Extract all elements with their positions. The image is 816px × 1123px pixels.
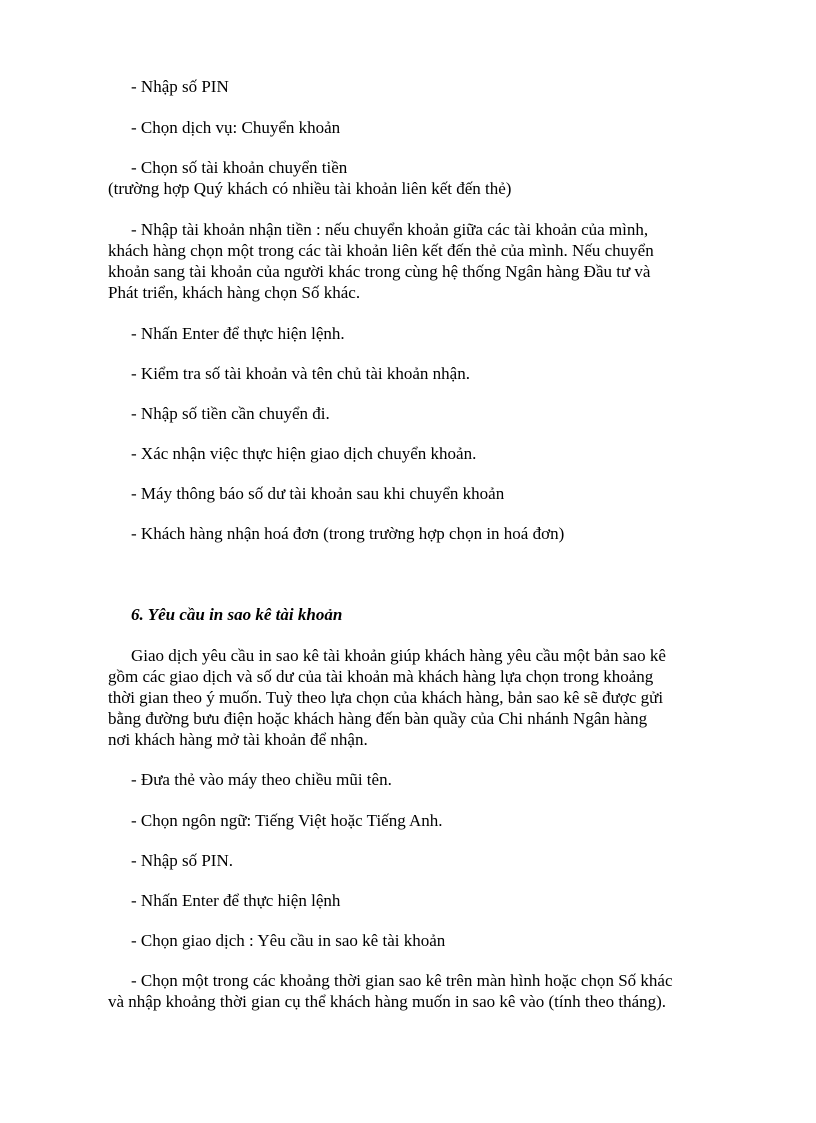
step-enter-amount: - Nhập số tiền cần chuyển đi. <box>131 404 330 423</box>
step-enter-pin: - Nhập số PIN <box>131 77 229 96</box>
step-choose-source-account: - Chọn số tài khoản chuyển tiền <box>131 158 348 177</box>
step-balance-notice: - Máy thông báo số dư tài khoản sau khi chuyển khoản <box>131 484 505 503</box>
step-press-enter: - Nhấn Enter để thực hiện lệnh. <box>131 324 345 343</box>
step-choose-language: - Chọn ngôn ngữ: Tiếng Việt hoặc Tiếng Anh. <box>131 811 443 830</box>
section-intro-line3: thời gian theo ý muốn. Tuỳ theo lựa chọn của khách hàng, bản sao kê sẽ được gửi <box>108 688 664 707</box>
section-intro-line2: gồm các giao dịch và số dư của tài khoản mà khách hàng lựa chọn trong khoảng <box>108 667 654 686</box>
step-enter-receiving-account-line2: khách hàng chọn một trong các tài khoản liên kết đến thẻ của mình. Nếu chuyển <box>108 241 654 260</box>
step-check-account-name: - Kiểm tra số tài khoản và tên chủ tài khoản nhận. <box>131 364 470 383</box>
step-insert-card: - Đưa thẻ vào máy theo chiều mũi tên. <box>131 770 392 789</box>
step-choose-transaction: - Chọn giao dịch : Yêu cầu in sao kê tài khoản <box>131 931 446 950</box>
step-choose-transfer-service: - Chọn dịch vụ: Chuyển khoản <box>131 118 341 137</box>
step-press-enter-2: - Nhấn Enter để thực hiện lệnh <box>131 891 341 910</box>
step-enter-receiving-account-line3: khoản sang tài khoản của người khác trong cùng hệ thống Ngân hàng Đầu tư và <box>108 262 651 281</box>
step-choose-source-account-note: (trường hợp Quý khách có nhiều tài khoản liên kết đến thẻ) <box>108 179 512 198</box>
step-enter-receiving-account-line4: Phát triển, khách hàng chọn Số khác. <box>108 283 361 302</box>
section-intro-line5: nơi khách hàng mở tài khoản để nhận. <box>108 730 368 749</box>
step-confirm-transfer: - Xác nhận việc thực hiện giao dịch chuyển khoản. <box>131 444 477 463</box>
step-choose-period-line2: và nhập khoảng thời gian cụ thể khách hàng muốn in sao kê vào (tính theo tháng). <box>108 992 667 1011</box>
section-heading: 6. Yêu cầu in sao kê tài khoản <box>131 605 343 624</box>
step-receive-receipt: - Khách hàng nhận hoá đơn (trong trường hợp chọn in hoá đơn) <box>131 524 565 543</box>
section-intro-line4: bằng đường bưu điện hoặc khách hàng đến bàn quầy của Chi nhánh Ngân hàng <box>108 709 648 728</box>
step-enter-receiving-account-line1: - Nhập tài khoản nhận tiền : nếu chuyển khoản giữa các tài khoản của mình, <box>131 220 649 239</box>
step-enter-pin-2: - Nhập số PIN. <box>131 851 233 870</box>
section-intro-line1: Giao dịch yêu cầu in sao kê tài khoản giúp khách hàng yêu cầu một bản sao kê <box>131 646 666 665</box>
step-choose-period-line1: - Chọn một trong các khoảng thời gian sao kê trên màn hình hoặc chọn Số khác <box>131 971 673 990</box>
